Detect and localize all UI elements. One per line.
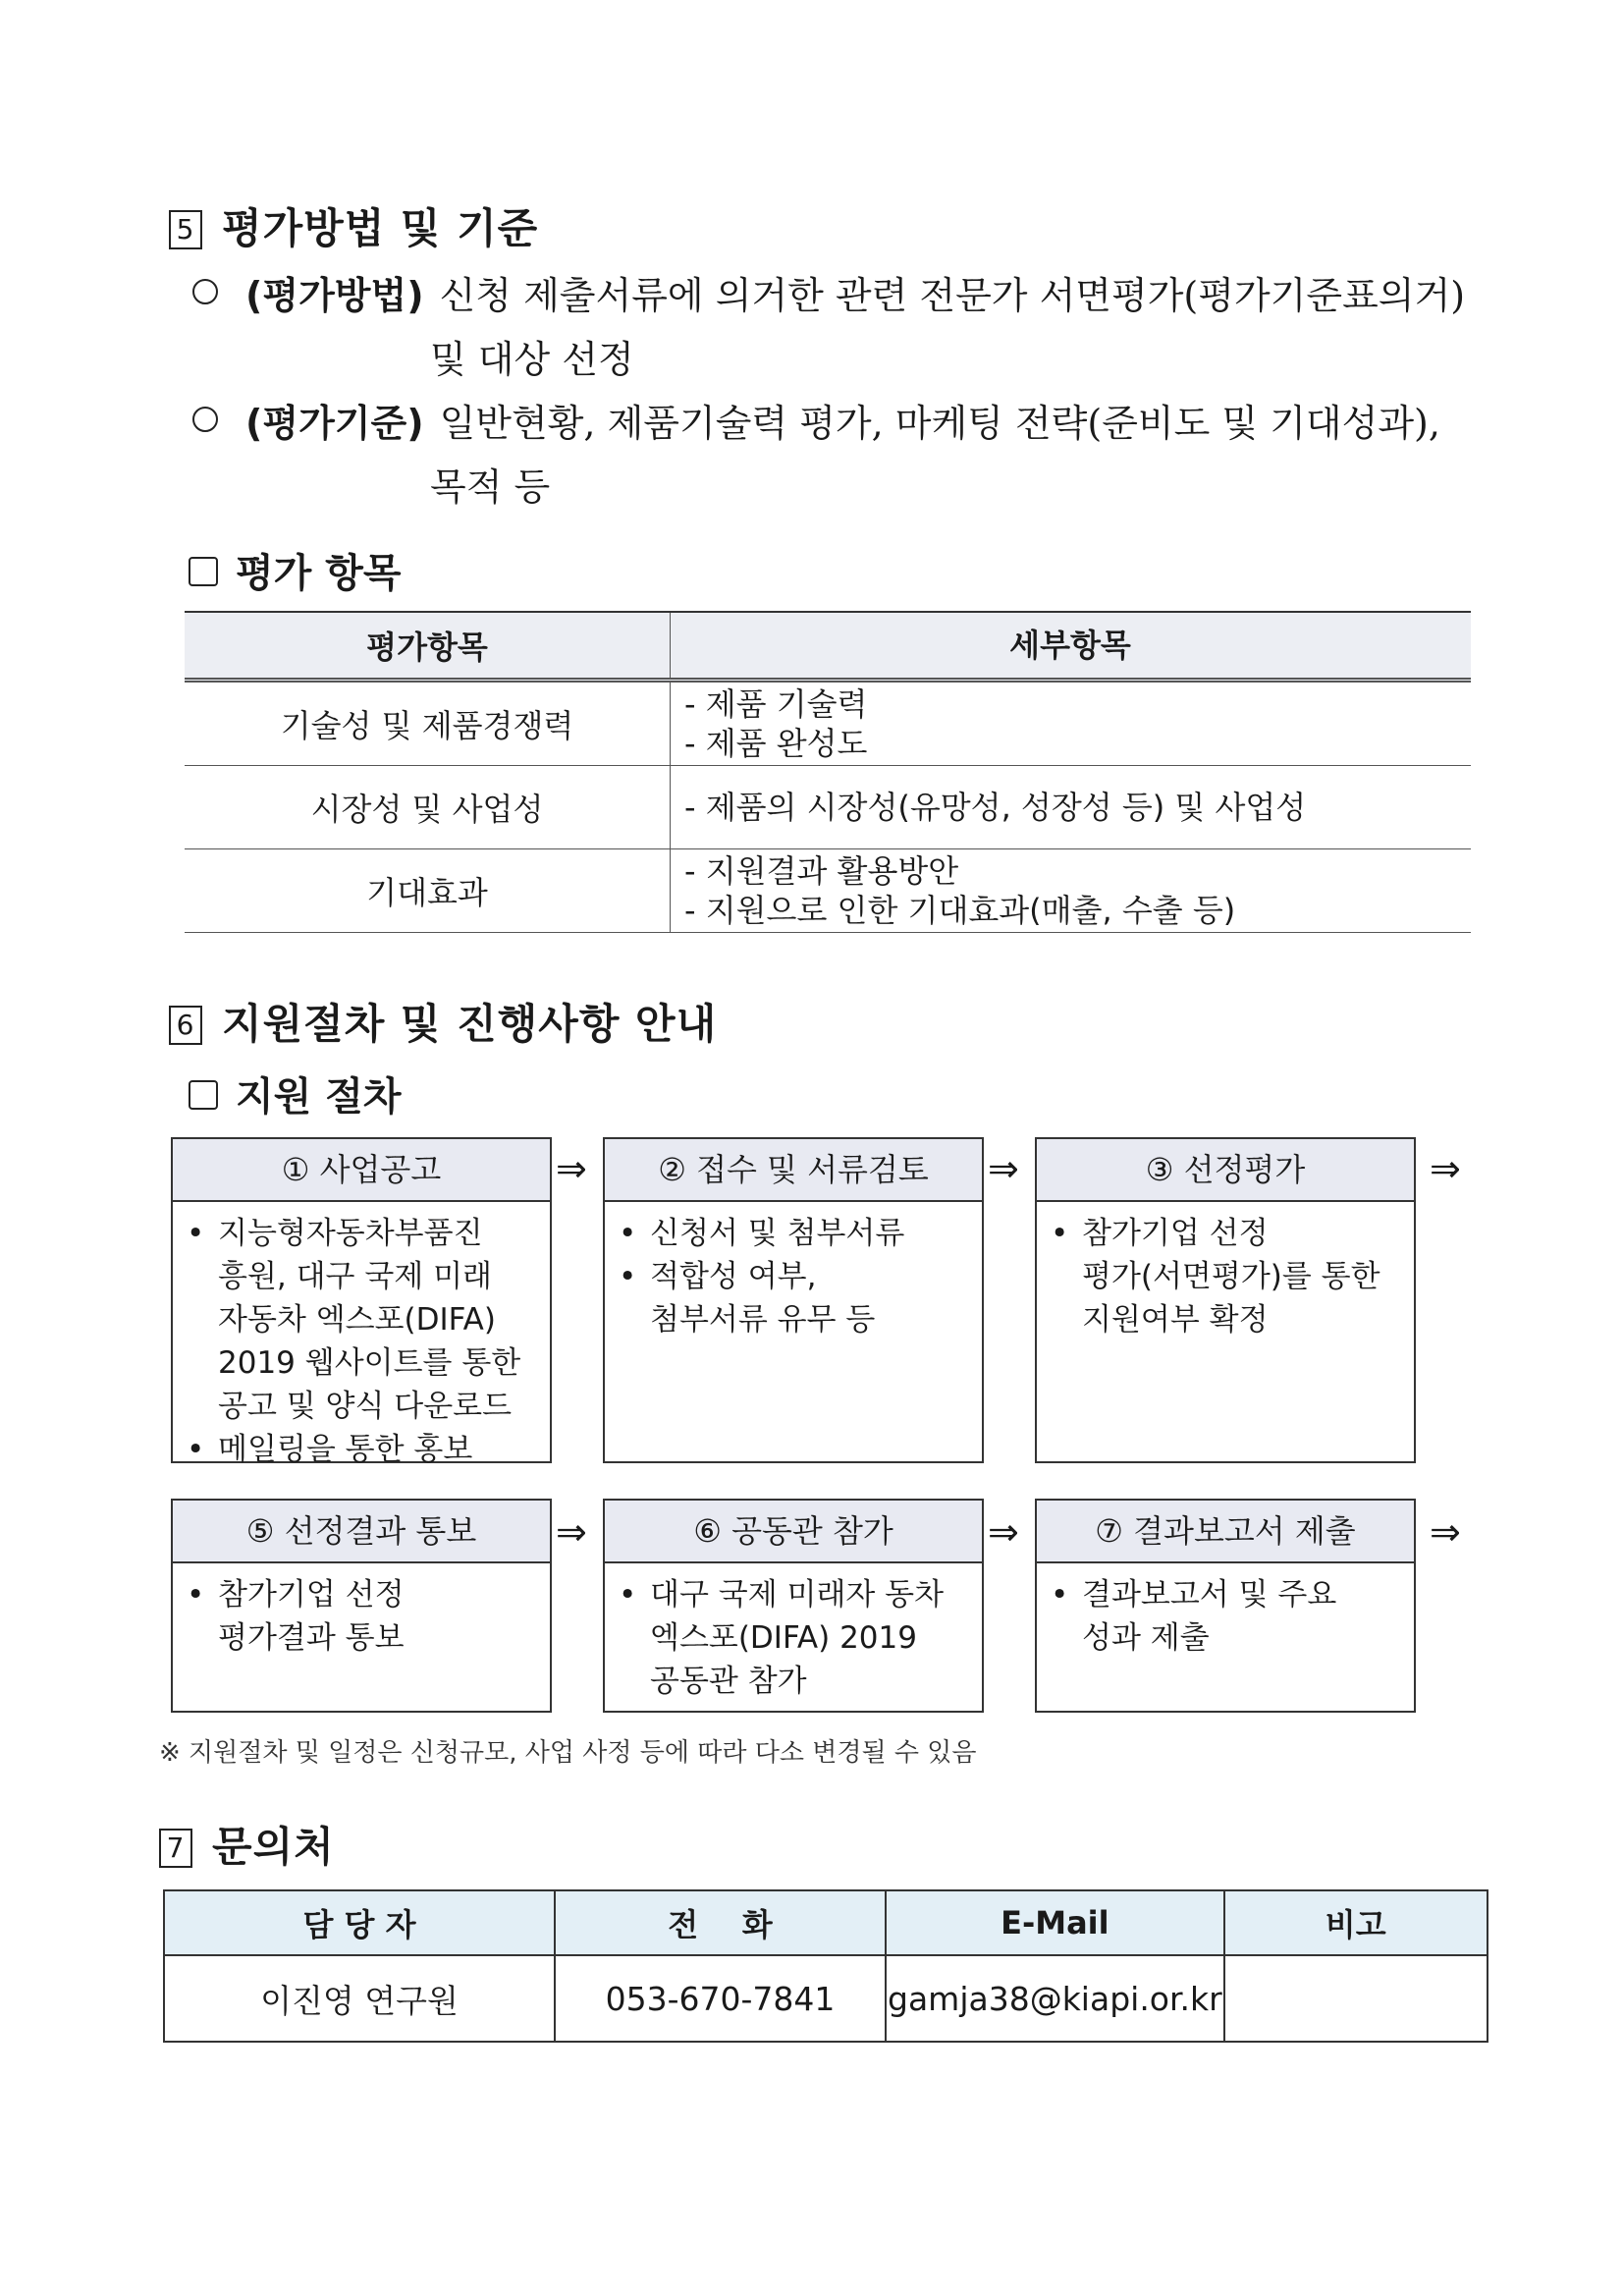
eval-row-details [671,766,1472,849]
eval-criteria-cont: 목적 등 [430,465,551,509]
arrow-right-icon: ⇒ [988,1147,1019,1190]
eval-criteria-line [192,393,1440,447]
procedure-title [189,1066,402,1121]
circle-bullet-icon [192,407,218,432]
list-item: • 참가기업 선정 평가결과 통보 [185,1573,550,1660]
checkbox-square-icon [189,557,218,586]
table-row [185,766,1471,849]
list-item: • 신청서 및 첨부서류 [617,1212,982,1255]
step-1-list [173,1202,550,1471]
arrow-right-icon: ⇒ [556,1510,587,1554]
step-3-list [1037,1202,1414,1341]
step-1-box [171,1137,552,1467]
contact-note [1224,1955,1488,2042]
step-3-box [1035,1137,1416,1463]
contact-phone[interactable]: 053-670-7841 [555,1955,886,2042]
procedure-note: ※ 지원절차 및 일정은 신청규모, 사업 사정 등에 따라 다소 변경될 수 있음 [159,1738,977,1768]
section-6-title-text: 지원절차 및 진행사항 안내 [222,1000,718,1048]
arrow-right-icon: ⇒ [556,1147,587,1190]
contact-email[interactable]: gamja38@kiapi.or.kr [886,1955,1224,2042]
step-5-list [173,1563,550,1660]
table-row [185,849,1471,933]
step-2-header: ② 접수 및 서류검토 [605,1139,982,1202]
contact-table-header [164,1890,1488,1955]
contact-header-email: E-Mail [886,1890,1224,1955]
eval-items-title-text: 평가 항목 [236,551,402,596]
section-7-number: 7 [159,1829,192,1868]
eval-criteria-text: 일반현황, 제품기술력 평가, 마케팅 전략(준비도 및 기대성과), [439,402,1440,445]
eval-method-label: (평가방법) [245,274,424,317]
list-item: • 대구 국제 미래자 동차 엑스포(DIFA) 2019 공동관 참가 [617,1573,982,1703]
eval-row-item: 기대효과 [185,849,671,933]
section-5-number: 5 [169,210,202,249]
table-row [185,681,1471,766]
step-7-box [1035,1499,1416,1713]
step-5-header: ⑤ 선정결과 통보 [173,1501,550,1563]
section-7-title-text: 문의처 [212,1823,335,1871]
list-item: • 참가기업 선정 평가(서면평가)를 통한 지원여부 확정 [1049,1212,1414,1341]
list-item: • 지능형자동차부품진 흥원, 대구 국제 미래 자동차 엑스포(DIFA) 2019 웹사이트를 통한 공고 및 양식 다운로드 [185,1212,550,1428]
eval-header-item: 평가항목 [185,612,671,681]
eval-row-details [671,849,1472,933]
list-item: • 결과보고서 및 주요 성과 제출 [1049,1573,1414,1660]
eval-items-title [189,542,402,598]
circle-bullet-icon [192,279,218,304]
eval-detail: - 제품 완성도 [684,725,868,762]
eval-method-line [192,265,1465,319]
section-7-title [159,1815,335,1874]
table-row [164,1955,1488,2042]
section-6-title [169,992,717,1051]
step-5-box [171,1499,552,1713]
contact-person: 이진영 연구원 [164,1955,555,2042]
eval-row-item: 기술성 및 제품경쟁력 [185,681,671,766]
arrow-right-icon: ⇒ [988,1510,1019,1554]
step-1-header: ① 사업공고 [173,1139,550,1202]
contact-header-person: 담 당 자 [164,1890,555,1955]
eval-header-details: 세부항목 [671,612,1472,681]
checkbox-square-icon [189,1080,218,1110]
eval-table-header [185,612,1471,681]
eval-detail: - 제품 기술력 [684,685,868,723]
list-item: • 적합성 여부, 첨부서류 유무 등 [617,1255,982,1341]
contact-header-phone: 전 화 [555,1890,886,1955]
eval-criteria-label: (평가기준) [245,402,424,445]
procedure-title-text: 지원 절차 [236,1074,402,1120]
section-5-title [169,196,538,255]
step-6-header: ⑥ 공동관 참가 [605,1501,982,1563]
eval-detail: - 제품의 시장성(유망성, 성장성 등) 및 사업성 [684,789,1307,826]
eval-method-text: 신청 제출서류에 의거한 관련 전문가 서면평가(평가기준표의거) [439,274,1466,317]
list-item: • 메일링을 통한 홍보 [185,1428,550,1471]
section-6-number: 6 [169,1006,202,1045]
arrow-right-icon: ⇒ [1430,1147,1461,1190]
eval-row-details [671,681,1472,766]
section-5-title-text: 평가방법 및 기준 [222,204,539,252]
eval-detail: - 지원으로 인한 기대효과(매출, 수출 등) [684,892,1236,929]
arrow-right-icon: ⇒ [1430,1510,1461,1554]
step-6-list [605,1563,982,1703]
contact-header-note: 비고 [1224,1890,1488,1955]
eval-row-item: 시장성 및 사업성 [185,766,671,849]
step-7-list [1037,1563,1414,1660]
eval-method-cont: 및 대상 선정 [430,338,634,381]
step-7-header: ⑦ 결과보고서 제출 [1037,1501,1414,1563]
step-3-header: ③ 선정평가 [1037,1139,1414,1202]
step-6-box [603,1499,984,1713]
step-2-box [603,1137,984,1463]
eval-detail: - 지원결과 활용방안 [684,852,959,890]
step-2-list [605,1202,982,1341]
eval-table [185,611,1471,933]
contact-table [163,1889,1488,2043]
